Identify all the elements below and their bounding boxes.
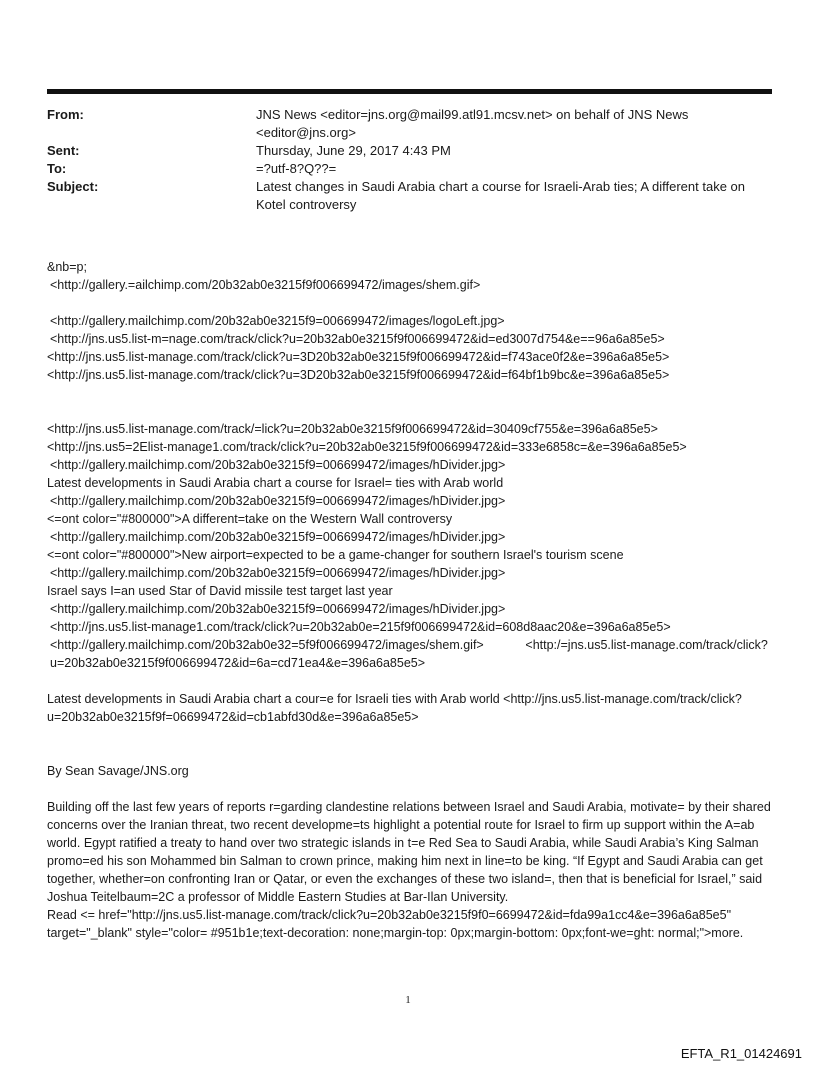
headline-item: Latest developments in Saudi Arabia chart a course for Israel= ties with Arab world xyxy=(47,476,504,490)
article-title-link: Latest developments in Saudi Arabia chart a cour=e for Israeli ties with Arab world <http://jns.us5.list-manage.com/track/click?u=20b32ab0e3215f9f=06699472&id=cb1abfd30d&e=396a6a85e5> xyxy=(47,692,742,724)
subject-label: Subject: xyxy=(47,179,99,194)
body-link: <http://gallery.mailchimp.com/20b32ab0e32=5f9f006699472/images/shem.gif> <http:/=jns.us5.list-manage.com/track/click?u=20b32ab0e3215f9f006699472&id=6a=cd71ea4&e=396a6a85e5> xyxy=(50,638,768,670)
email-header xyxy=(47,106,772,214)
headline-item: Israel says I=an used Star of David missile test target last year xyxy=(47,584,393,598)
body-link: <http://gallery.mailchimp.com/20b32ab0e3215f9=006699472/images/hDivider.jpg> xyxy=(50,602,506,616)
sent-row xyxy=(47,142,772,160)
body-line: &nb=p; xyxy=(47,260,87,274)
bates-number: EFTA_R1_01424691 xyxy=(680,1046,802,1061)
headline-item: <=ont color="#800000">A different=take on the Western Wall controversy xyxy=(47,512,453,526)
sent-value: Thursday, June 29, 2017 4:43 PM xyxy=(256,143,451,158)
from-label: From: xyxy=(47,107,84,122)
body-link: <http://jns.us5.list-manage.com/track/click?u=3D20b32ab0e3215f9f006699472&id=f64bf1b9bc&e=396a6a85e5> xyxy=(47,368,670,382)
to-value: =?utf-8?Q??= xyxy=(256,161,337,176)
article-paragraph: Building off the last few years of reports r=garding clandestine relations between Israel and Saudi Arabia, motivate= by their shared concerns over the Iranian threat, two recent developme=ts highlight a potential route for Israel to firm up support within the A=ab world. Egypt ratified a treaty to hand over two strategic islands in t=e Red Sea to Saudi Arabia, while Saudi Arabia’s King Salman promo=ed his son Mohammed bin Salman to crown prince, making him next in line=to be king. “If Egypt and Saudi Arabia can get together, whether=on confronting Iran or Qatar, or even the exchanges of these two island=, then that is beneficial for Israel,” said Joshua Teitelbaum=2C a professor of Middle Eastern Studies at Bar-Ilan University. xyxy=(47,800,771,904)
byline: By Sean Savage/JNS.org xyxy=(47,764,189,778)
to-label: To: xyxy=(47,161,67,176)
body-link: <http://jns.us5.list-m=nage.com/track/click?u=20b32ab0e3215f9f006699472&id=ed3007d754&e==96a6a85e5> xyxy=(50,332,665,346)
subject-row xyxy=(47,178,772,214)
subject-value: Latest changes in Saudi Arabia chart a course for Israeli-Arab ties; A different take on Kotel controversy xyxy=(256,179,745,212)
from-value: JNS News <editor=jns.org@mail99.atl91.mcsv.net> on behalf of JNS News <editor@jns.org> xyxy=(256,107,689,140)
from-row xyxy=(47,106,772,142)
body-link: <http://gallery.mailchimp.com/20b32ab0e3215f9=006699472/images/hDivider.jpg> xyxy=(50,494,506,508)
to-row xyxy=(47,160,772,178)
body-link: <http://jns.us5.list-manage.com/track/click?u=3D20b32ab0e3215f9f006699472&id=f743ace0f2&e=396a6a85e5> xyxy=(47,350,670,364)
body-link: <http://gallery.mailchimp.com/20b32ab0e3215f9=006699472/images/hDivider.jpg> xyxy=(50,530,506,544)
body-link: <http://gallery.=ailchimp.com/20b32ab0e3215f9f006699472/images/shem.gif> xyxy=(50,278,481,292)
headline-item: <=ont color="#800000">New airport=expected to be a game-changer for southern Israel's tourism scene xyxy=(47,548,624,562)
body-link: <http://jns.us5.list-manage.com/track/=lick?u=20b32ab0e3215f9f006699472&id=30409cf755&e=396a6a85e5> xyxy=(47,422,658,436)
page-number: 1 xyxy=(405,994,411,1006)
sent-label: Sent: xyxy=(47,143,80,158)
email-body xyxy=(47,258,777,942)
body-link: <http://gallery.mailchimp.com/20b32ab0e3215f9=006699472/images/hDivider.jpg> xyxy=(50,566,506,580)
header-divider-rule xyxy=(47,89,772,94)
body-link: <http://gallery.mailchimp.com/20b32ab0e3215f9=006699472/images/logoLeft.jpg> xyxy=(50,314,505,328)
body-link: <http://gallery.mailchimp.com/20b32ab0e3215f9=006699472/images/hDivider.jpg> xyxy=(50,458,506,472)
read-more-line: Read <= href="http://jns.us5.list-manage.com/track/click?u=20b32ab0e3215f9f0=6699472&id=fda99a1cc4&e=396a6a85e5" target="_blank" style="color= #951b1e;text-decoration: none;margin-top: 0px;margin-bottom: 0px;font-we=ght: normal;">more. xyxy=(47,908,744,940)
body-link: <http://jns.us5=2Elist-manage1.com/track/click?u=20b32ab0e3215f9f006699472&id=333e6858c=&e=396a6a85e5> xyxy=(47,440,687,454)
body-link: <http://jns.us5.list-manage1.com/track/click?u=20b32ab0e=215f9f006699472&id=608d8aac20&e=396a6a85e5> xyxy=(50,620,671,634)
